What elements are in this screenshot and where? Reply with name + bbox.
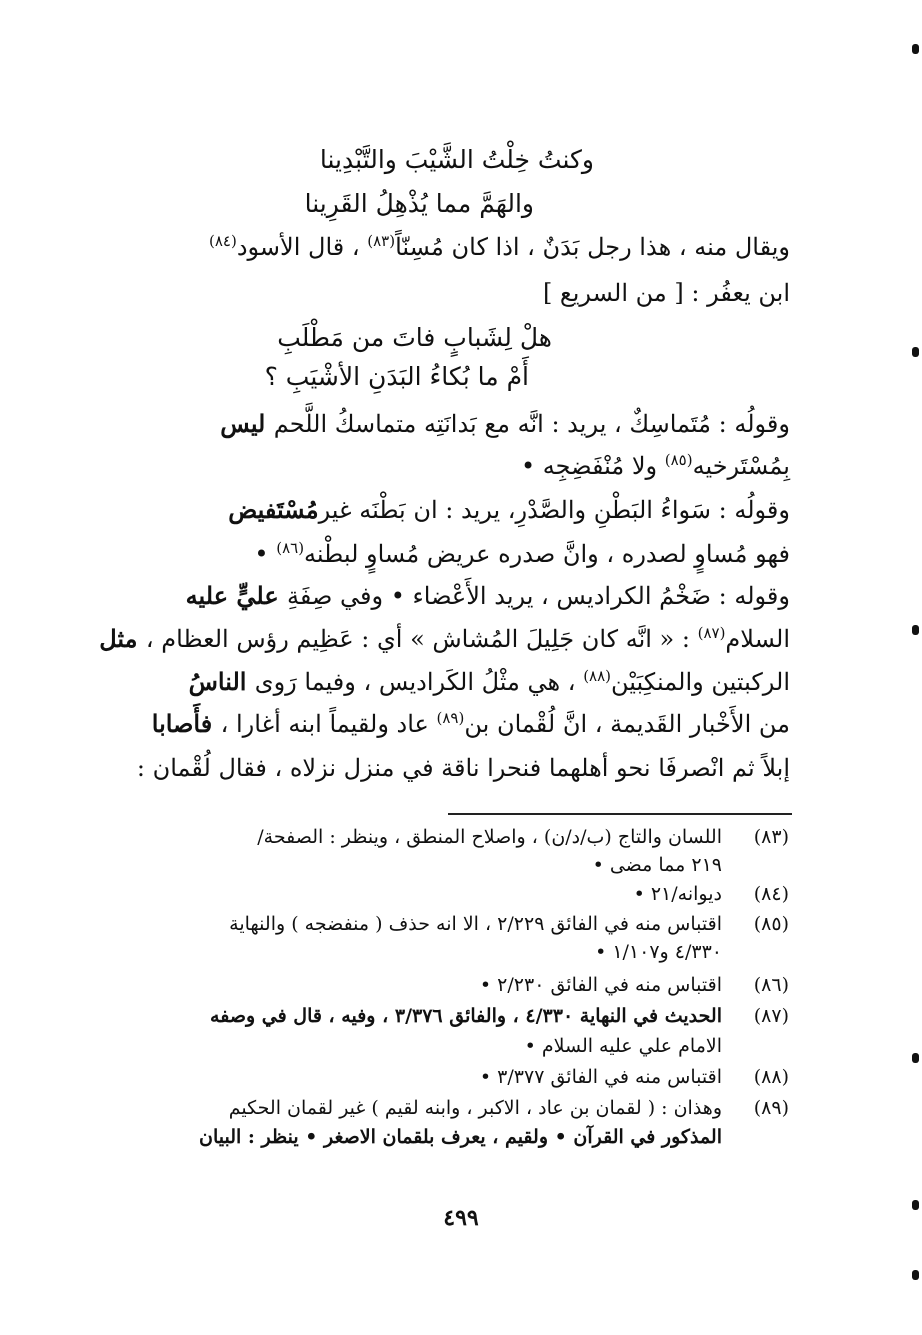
body-line	[186, 576, 790, 616]
body-line: إبلاً ثم انْصرفَا نحو أهلهما فنحرا ناقة في منزل نزلاه ، فقال لُقْمان :	[136, 754, 790, 782]
footnote-text: ديوانه/٢١ •	[633, 883, 722, 905]
body-text: : « انَّه كان جَلِيلَ المُشاش » أي : عَظِيم رؤس العظام ،	[145, 625, 698, 653]
footnote-ref: (٨٥)	[664, 451, 693, 469]
scan-mark	[912, 625, 919, 635]
body-text-bold: الناسُ	[188, 667, 255, 696]
footnote-text: اللسان والتاج (ب/د/ن) ، واصلاح المنطق ، وينظر : الصفحة/	[257, 826, 722, 848]
body-line	[254, 534, 790, 574]
scan-mark	[912, 1270, 919, 1280]
footnote-text: الحديث في النهاية ٤/٣٣٠ ، والفائق ٣/٣٧٦ ، وفيه ، قال في وصفه	[210, 1005, 722, 1027]
scan-mark	[912, 1200, 919, 1210]
footnote-ref: (٨٣)	[367, 232, 396, 250]
body-line: ابن يعفُر : [ من السريع ]	[542, 279, 790, 307]
body-text: عاد ولقيماً ابنه أغارا ،	[220, 710, 437, 738]
footnote-text: المذكور في القرآن • ولقيم ، يعرف بلقمان الاصغر • ينظر : البيان	[199, 1126, 722, 1148]
verse-line: وكنتُ خِلْتُ الشَّيْبَ والتَّبْدِينا	[319, 145, 594, 174]
scan-mark	[912, 1053, 919, 1063]
footnote-text: اقتباس منه في الفائق ٢/٢٢٩ ، الا انه حذف ( منفضجه ) والنهاية	[229, 913, 722, 935]
footnote-text: اقتباس منه في الفائق ٢/٢٣٠ •	[479, 974, 722, 996]
body-line	[228, 490, 790, 530]
scan-mark	[912, 347, 919, 357]
footnote-number: (٨٩)	[753, 1097, 789, 1119]
footnote-text: اقتباس منه في الفائق ٣/٣٧٧ •	[479, 1066, 722, 1088]
body-text: وقوله : ضَخْمُ الكراديس ، يريد الأَعْضاء • وفي صِفَةِ	[287, 582, 790, 610]
footnote-ref: (٨٩)	[436, 709, 465, 727]
footnote-number: (٨٥)	[753, 913, 789, 935]
footnote-divider	[448, 813, 792, 815]
body-text: السلام	[725, 625, 790, 653]
body-text: ، قال الأسود	[236, 233, 368, 261]
verse-line: أَمْ ما بُكاءُ البَدَنِ الأشْيَبِ ؟	[264, 362, 529, 391]
body-text-bold: عليٍّ عليه	[185, 581, 288, 610]
footnote-ref: (٨٤)	[208, 232, 237, 250]
body-line	[189, 662, 790, 702]
body-text: الركبتين والمنكِبَيْن	[611, 668, 790, 696]
footnote-number: (٨٤)	[753, 883, 789, 905]
footnote-text: ٢١٩ مما مضى •	[592, 854, 722, 876]
body-text: فهو مُساوٍ لصدره ، وانَّ صدره عريض مُساوٍ لبطْنه	[304, 540, 790, 568]
body-text: من الأَخْبار القَديمة ، انَّ لُقْمان بن	[464, 710, 790, 738]
footnote-ref: (٨٨)	[583, 667, 612, 685]
body-line	[152, 704, 790, 744]
body-text-bold: مُسْتَفيض	[228, 495, 319, 524]
body-line	[209, 227, 790, 267]
body-line	[521, 446, 790, 486]
footnote-text: الامام علي عليه السلام •	[524, 1035, 722, 1057]
footnote-number: (٨٨)	[753, 1066, 789, 1088]
body-text-bold: مثل	[99, 624, 146, 653]
body-line	[99, 619, 790, 659]
body-text: وقولُه : سَواءُ البَطْنِ والصَّدْرِ، يريد : ان بَطْنَه غير	[318, 496, 790, 524]
page-number: ٤٩٩	[443, 1205, 479, 1231]
footnote-ref: (٨٧)	[697, 624, 726, 642]
verse-line: والهَمَّ مما يُذْهِلُ القَرِينا	[304, 189, 534, 218]
footnote-text: وهذان : ( لقمان بن عاد ، الاكبر ، وابنه لقيم ) غير لقمان الحكيم	[228, 1097, 722, 1119]
body-line	[220, 404, 790, 444]
body-text: بِمُسْتَرخيه	[692, 452, 790, 480]
footnote-number: (٨٧)	[753, 1005, 789, 1027]
body-text: ، هي مثْلُ الكَراديس ، وفيما رَوى	[254, 668, 584, 696]
footnote-ref: (٨٦)	[276, 539, 305, 557]
body-text: ويقال منه ، هذا رجل بَدَنٌ ، اذا كان مُسِنّاً	[395, 233, 790, 261]
body-text-bold: فأَصابا	[151, 709, 221, 738]
scan-mark	[912, 44, 919, 54]
footnote-number: (٨٣)	[753, 826, 789, 848]
body-text: وقولُه : مُتَماسِكٌ ، يريد : انَّه مع بَدانَتِه متماسكُ اللَّحم	[273, 410, 790, 438]
body-text: •	[254, 540, 277, 568]
body-text-bold: ليس	[220, 409, 274, 438]
footnote-text: ٤/٣٣٠ و١/١٠٧ •	[595, 941, 722, 963]
verse-line: هلْ لِشَبابٍ فاتَ من مَطْلَبِ	[277, 323, 552, 352]
footnote-number: (٨٦)	[753, 974, 789, 996]
body-text: ولا مُنْفَضِجِه •	[521, 452, 665, 480]
